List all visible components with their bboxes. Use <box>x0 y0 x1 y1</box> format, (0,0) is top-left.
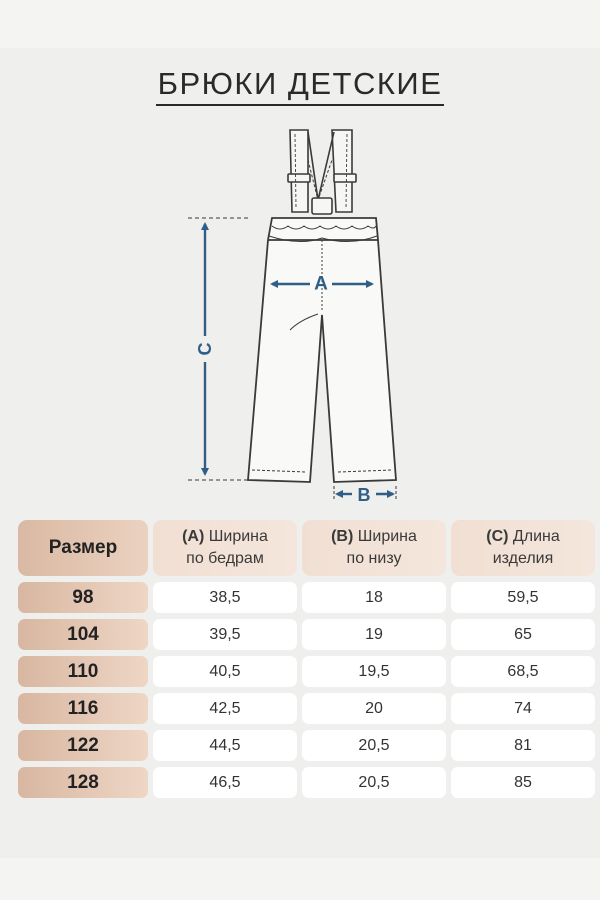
value-cell-b: 20,5 <box>302 767 446 798</box>
size-cell: 128 <box>18 767 148 798</box>
size-cell: 98 <box>18 582 148 613</box>
header-b: (B) Ширина по низу <box>302 520 446 576</box>
header-a: (A) Ширина по бедрам <box>153 520 297 576</box>
size-cell: 122 <box>18 730 148 761</box>
page-title-text: БРЮКИ ДЕТСКИЕ <box>156 66 445 106</box>
value-cell-c: 59,5 <box>451 582 595 613</box>
value-cell-a: 40,5 <box>153 656 297 687</box>
suspenders-drawing <box>288 130 356 214</box>
value-cell-b: 18 <box>302 582 446 613</box>
value-cell-a: 44,5 <box>153 730 297 761</box>
value-cell-a: 39,5 <box>153 619 297 650</box>
pants-drawing <box>248 218 396 482</box>
value-cell-c: 65 <box>451 619 595 650</box>
value-cell-a: 38,5 <box>153 582 297 613</box>
size-cell: 104 <box>18 619 148 650</box>
size-table <box>18 520 586 798</box>
value-cell-c: 74 <box>451 693 595 724</box>
header-c: (C) Длина изделия <box>451 520 595 576</box>
size-cell: 110 <box>18 656 148 687</box>
value-cell-a: 46,5 <box>153 767 297 798</box>
size-cell: 116 <box>18 693 148 724</box>
measure-c-label: C <box>195 342 215 356</box>
value-cell-b: 20,5 <box>302 730 446 761</box>
value-cell-c: 81 <box>451 730 595 761</box>
value-cell-c: 85 <box>451 767 595 798</box>
value-cell-b: 19 <box>302 619 446 650</box>
measure-b-label: B <box>357 485 371 505</box>
value-cell-c: 68,5 <box>451 656 595 687</box>
measure-a-label: A <box>314 273 328 295</box>
value-cell-b: 20 <box>302 693 446 724</box>
value-cell-b: 19,5 <box>302 656 446 687</box>
value-cell-a: 42,5 <box>153 693 297 724</box>
header-size: Размер <box>18 520 148 576</box>
